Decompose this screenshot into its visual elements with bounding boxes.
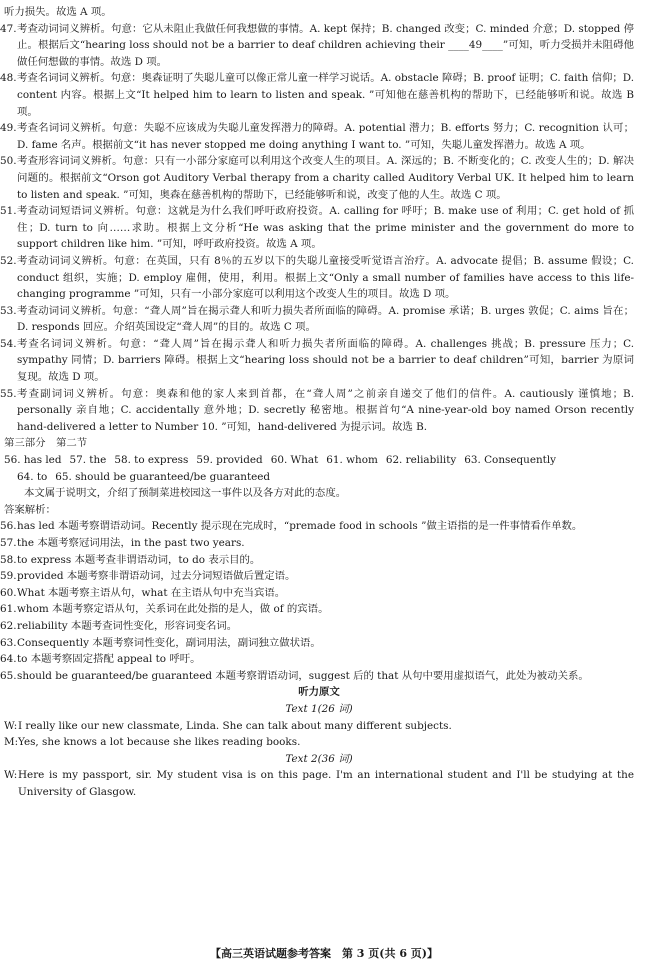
answer-entry: 62. reliability <box>385 454 457 467</box>
item-text: What 本题考察主语从句，what 在主语从句中充当宾语。 <box>17 586 286 599</box>
item-text: whom 本题考察定语从句，关系词在此处指的是人，做 of 的宾语。 <box>17 603 329 616</box>
answer-entry: 60. What <box>270 454 319 467</box>
dialogue-line <box>4 718 634 735</box>
item-text: 考查动词词义辨析。句意：它从未阻止我做任何我想做的事情。A. kept 保持；B. changed 改变；C. minded 介意；D. stopped 停止。根据后文“hearing loss should not be a barrier to deaf children achieving their ____49____”可知，听力受损并未阻碍他做任何想做的事情。故选 D 项。 <box>17 22 634 68</box>
item-number: 57. <box>0 537 17 549</box>
item-text: to 本题考察固定搭配 appeal to 呼吁。 <box>17 653 201 666</box>
answer-entry: 63. Consequently <box>464 454 557 467</box>
answer-entry: 64. to <box>17 470 48 483</box>
explanation-item <box>0 601 634 618</box>
item-number: 50. <box>0 155 17 168</box>
dialogue-text: I really like our new classmate, Linda. She can talk about many different subjects. <box>18 719 452 732</box>
dialogue-line <box>4 767 634 800</box>
item-number: 58. <box>0 553 17 566</box>
item-number: 64. <box>0 653 17 666</box>
item-text: the 本题考察冠词用法，in the past two years. <box>17 537 245 549</box>
item-number: 51. <box>0 205 17 218</box>
text1-title: Text 1(26 词) <box>285 702 353 715</box>
continued-text: 听力损失。故选 A 项。 <box>4 6 112 18</box>
item-text: 考查副词词义辨析。句意：奥森和他的家人来到首都，在“聋人周”之前亲自递交了他们的信件。A. cautiously 谨慎地；B. personally 亲自地；C. accidentally 意外地；D. secretly 秘密地。根据首句“A nine-year-old boy named Orson recently hand-delivered a letter to Number 10. ”可知，hand-delivered 为提示词。故选 B. <box>17 387 634 433</box>
listening-title: 听力原文 <box>298 686 340 699</box>
item-number: 60. <box>0 586 17 599</box>
item-number: 55. <box>0 387 17 400</box>
explanation-item <box>0 120 634 153</box>
speaker-label: W: <box>4 769 18 782</box>
item-number: 63. <box>0 636 17 649</box>
grammar-explanations <box>0 518 634 684</box>
text2-dialogue <box>4 767 634 800</box>
speaker-label: M: <box>4 736 19 749</box>
passage-summary: 本文属于说明文，介绍了预制菜进校园这一事件以及各方对此的态度。 <box>24 487 347 500</box>
item-text: 考查动词词义辨析。句意：“聋人周”旨在揭示聋人和听力损失者所面临的障碍。A. promise 承诺；B. urges 敦促；C. aims 旨在；D. responds 回应。介绍英国设定“聋人周”的目的。故选 C 项。 <box>17 304 634 334</box>
item-text: 考查名词词义辨析。句意：奥森证明了失聪儿童可以像正常儿童一样学习说话。A. obstacle 障碍；B. proof 证明；C. faith 信仰；D. content 内容。根据上文“It helped him to learn to listen and speak. ”可知他在慈善机构的帮助下，已经能够听和说。故选 B 项。 <box>17 72 634 118</box>
item-number: 62. <box>0 619 17 632</box>
explanation-item <box>0 668 634 685</box>
cloze-explanations <box>0 21 634 436</box>
analysis-title: 答案解析： <box>4 503 56 516</box>
item-number: 48. <box>0 72 17 85</box>
explanation-item <box>0 336 634 386</box>
answer-entry: 57. the <box>69 454 107 467</box>
answer-key-line-2 <box>4 469 634 486</box>
item-number: 56. <box>0 520 17 533</box>
item-number: 49. <box>0 122 17 135</box>
explanation-item <box>0 303 634 336</box>
explanation-item <box>0 386 634 436</box>
item-number: 59. <box>0 570 17 583</box>
item-number: 47. <box>0 22 17 35</box>
explanation-item <box>0 651 634 668</box>
explanation-item <box>0 552 634 569</box>
item-number: 65. <box>0 669 17 682</box>
explanation-item <box>0 635 634 652</box>
item-number: 54. <box>0 337 17 350</box>
explanation-item <box>0 21 634 71</box>
item-text: should be guaranteed/be guaranteed 本题考察谓语动词，suggest 后的 that 从句中要用虚拟语气，此处为被动关系。 <box>17 669 589 682</box>
answer-key-line-1 <box>4 452 634 469</box>
answer-entry: 65. should be guaranteed/be guaranteed <box>55 470 271 483</box>
explanation-item <box>0 253 634 303</box>
item-text: 考查动词短语词义辨析。句意：这就是为什么我们呼吁政府投资。A. calling for 呼吁；B. make use of 利用；C. get hold of 抓住；D. turn to 向……求助。根据上文分析“He was asking that the prime minister and the government do more to support children like him. ”可知，呼吁政府投资。故选 A 项。 <box>17 205 634 251</box>
dialogue-text: Here is my passport, sir. My student visa is on this page. I'm an international student and I'll be studying at the University of Glasgow. <box>18 769 634 798</box>
explanation-item <box>0 153 634 203</box>
speaker-label: W: <box>4 719 18 732</box>
explanation-item <box>0 203 634 253</box>
item-text: 考查名词词义辨析。句意：失聪不应该成为失聪儿童发挥潜力的障碍。A. potential 潜力；B. efforts 努力；C. recognition 认可；D. fame 名声。根据前文“it has never stopped me doing anything I want to. ”可知，失聪儿童发挥潜力。故选 A 项。 <box>17 122 634 151</box>
explanation-item <box>0 585 634 602</box>
section-title: 第三部分 第二节 <box>4 437 88 450</box>
dialogue-text: Yes, she knows a lot because she likes reading books. <box>18 736 301 749</box>
text1-dialogue <box>4 718 634 751</box>
answer-entry: 56. has led <box>4 454 62 467</box>
item-text: 考查名词词义辨析。句意：“聋人周”旨在揭示聋人和听力损失者所面临的障碍。A. challenges 挑战；B. pressure 压力；C. sympathy 同情；D. barriers 障碍。根据上文“hearing loss should not be a barrier to deaf children”可知，barrier 为原词复现。故选 D 项。 <box>17 337 634 384</box>
item-number: 52. <box>0 254 17 267</box>
answer-entry: 58. to express <box>114 454 189 467</box>
item-text: has led 本题考察谓语动词。Recently 提示现在完成时，“premade food in schools ”做主语指的是一件事情看作单数。 <box>17 520 583 533</box>
explanation-item <box>0 70 634 120</box>
explanation-item <box>0 568 634 585</box>
item-text: 考查动词词义辨析。句意：在英国，只有 8％的五岁以下的失聪儿童接受听觉语言治疗。A. advocate 提倡；B. assume 假设；C. conduct 组织，实施；D. employ 雇佣，使用，利用。根据上文“Only a small number of families have access to this life-changing programme ”可知，只有一小部分家庭可以利用这个改变人生的项目。故选 D 项。 <box>17 254 634 301</box>
explanation-item <box>0 535 634 552</box>
item-number: 61. <box>0 603 17 616</box>
item-text: 考查形容词词义辨析。句意：只有一小部分家庭可以利用这个改变人生的项目。A. 深远的；B. 不断变化的；C. 改变人生的；D. 解决问题的。根据前文“Orson got Auditory Verbal therapy from a charity called Auditory Verbal UK. It helped him to learn to listen and speak. ”可知，奥森在慈善机构的帮助下，已经能够听和说，改变了他的人生。故选 C 项。 <box>17 155 634 201</box>
answer-entry: 61. whom <box>326 454 378 467</box>
item-text: Consequently 本题考察词性变化，副词用法，副词独立做状语。 <box>17 636 321 649</box>
dialogue-line <box>4 734 634 751</box>
item-text: provided 本题考察非谓语动词，过去分词短语做后置定语。 <box>17 570 296 583</box>
answer-entry: 59. provided <box>196 454 263 467</box>
text2-title: Text 2(36 词) <box>285 752 353 765</box>
explanation-item <box>0 618 634 635</box>
page-footer: 【高三英语试题参考答案 第 3 页(共 6 页)】 <box>209 947 439 961</box>
item-number: 53. <box>0 304 17 317</box>
item-text: to express 本题考查非谓语动词，to do 表示目的。 <box>17 553 261 566</box>
explanation-item <box>0 518 634 535</box>
item-text: reliability 本题考查词性变化，形容词变名词。 <box>17 619 238 632</box>
